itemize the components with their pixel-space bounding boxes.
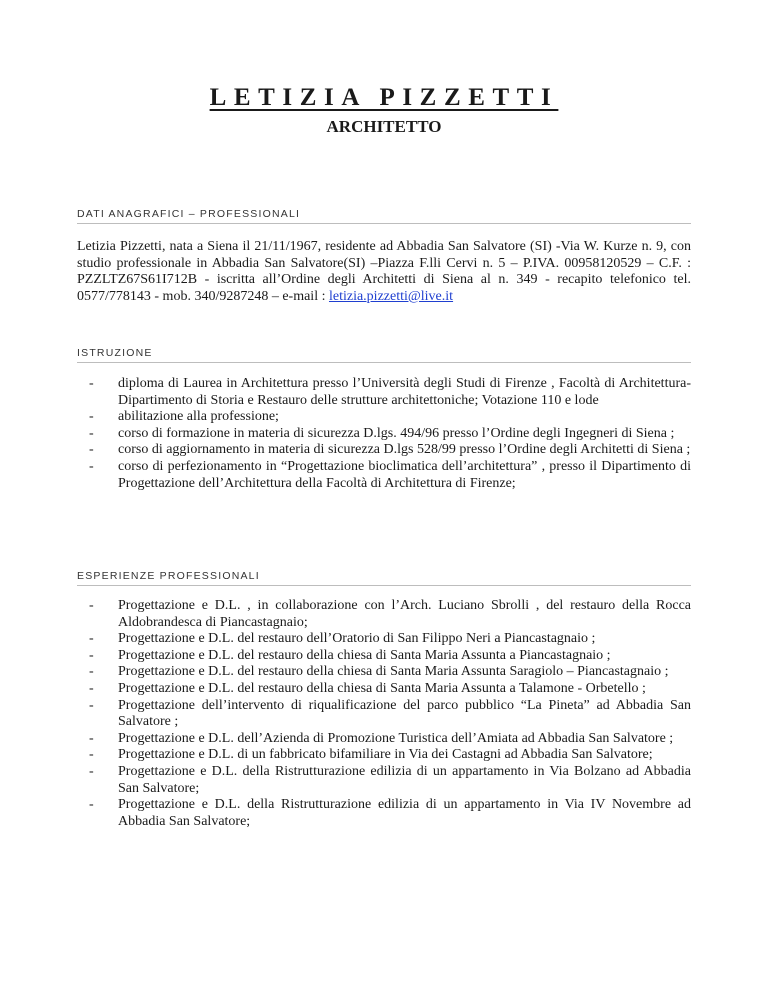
list-item-text: Progettazione e D.L. del restauro dell’Oratorio di San Filippo Neri a Piancastagnaio ;: [118, 631, 596, 647]
list-item-text: corso di aggiornamento in materia di sicurezza D.lgs 528/99 presso l’Ordine degli Architetti di Siena ;: [118, 442, 691, 458]
section-heading-anagrafici: DATI ANAGRAFICI – PROFESSIONALI: [77, 208, 691, 224]
person-name: LETIZIA PIZZETTI: [209, 84, 559, 111]
list-item: [77, 797, 691, 830]
list-item-text: Progettazione e D.L. della Ristrutturazione edilizia di un appartamento in Via Bolzano ad Abbadia San Salvatore;: [118, 763, 691, 796]
list-item-text: corso di formazione in materia di sicurezza D.lgs. 494/96 presso l’Ordine degli Ingegneri di Siena ;: [118, 425, 675, 441]
list-item: [77, 459, 691, 492]
list-item-text: Progettazione e D.L. del restauro della chiesa di Santa Maria Assunta a Talamone - Orbetello ;: [118, 680, 646, 696]
list-item-text: Progettazione e D.L. , in collaborazione con l’Arch. Luciano Sbrolli , del restauro della Rocca Aldobrandesca di Piancastagnaio;: [118, 598, 691, 630]
dash-bullet: -: [89, 730, 94, 746]
list-item: [77, 664, 691, 681]
dash-bullet: -: [89, 647, 94, 663]
list-item: [77, 442, 691, 459]
list-item: [77, 409, 691, 426]
list-item-text: abilitazione alla professione;: [118, 409, 279, 425]
istruzione-list: [77, 376, 691, 492]
esperienze-list: [77, 598, 691, 830]
list-item: [77, 426, 691, 443]
dash-bullet: -: [89, 598, 94, 613]
list-item: [77, 631, 691, 648]
section-heading-istruzione: ISTRUZIONE: [77, 347, 691, 363]
list-item: [77, 376, 691, 409]
anagrafici-text: Letizia Pizzetti, nata a Siena il 21/11/1967, residente ad Abbadia San Salvatore (SI) -Via W. Kurze n. 9, con studio professionale in Abbadia San Salvatore(SI) –Piazza F.lli Cervi n. 5 – P.IVA. 00958120529 – C.F. : PZZLTZ67S61I712B - iscritta all’Ordine degli Architetti di Siena al n. 349 - recapito telefonico tel. 0577/778143 - mob. 340/9287248 – e-mail :: [77, 239, 691, 304]
list-item-text: Progettazione e D.L. di un fabbricato bifamiliare in Via dei Castagni ad Abbadia San Salvatore;: [118, 747, 653, 763]
list-item-text: Progettazione e D.L. della Ristrutturazione edilizia di un appartamento in Via IV Novembre ad Abbadia San Salvatore;: [118, 797, 691, 829]
list-item-text: corso di perfezionamento in “Progettazione bioclimatica dell’architettura” , presso il Dipartimento di Progettazione dell’Architettura della Facoltà di Architettura di Firenze;: [118, 458, 691, 491]
list-item: [77, 598, 691, 631]
list-item: [77, 698, 691, 731]
dash-bullet: -: [89, 664, 94, 680]
dash-bullet: -: [89, 747, 94, 763]
list-item: [77, 681, 691, 698]
list-item: [77, 764, 691, 797]
list-item: [77, 648, 691, 665]
anagrafici-paragraph: [77, 239, 691, 305]
dash-bullet: -: [89, 376, 94, 391]
email-link[interactable]: letizia.pizzetti@live.it: [328, 288, 454, 304]
dash-bullet: -: [89, 442, 94, 458]
list-item: [77, 747, 691, 764]
dash-bullet: -: [89, 763, 94, 779]
list-item-text: Progettazione e D.L. del restauro della chiesa di Santa Maria Assunta Saragiolo – Piancastagnaio ;: [118, 664, 669, 680]
list-item-text: Progettazione e D.L. dell’Azienda di Promozione Turistica dell’Amiata ad Abbadia San Salvatore ;: [118, 730, 674, 746]
list-item-text: diploma di Laurea in Architettura presso l’Università degli Studi di Firenze , Facoltà di Architettura- Dipartimento di Storia e Restauro delle strutture architettoniche; Votazione 110 e lode: [118, 376, 691, 408]
dash-bullet: -: [89, 797, 94, 813]
list-item-text: Progettazione dell’intervento di riqualificazione del parco pubblico “La Pineta” ad Abbadia San Salvatore ;: [118, 697, 691, 730]
dash-bullet: -: [89, 697, 94, 713]
dash-bullet: -: [89, 425, 94, 441]
list-item: [77, 731, 691, 748]
dash-bullet: -: [89, 680, 94, 696]
section-heading-esperienze: ESPERIENZE PROFESSIONALI: [77, 570, 691, 586]
list-item-text: Progettazione e D.L. del restauro della chiesa di Santa Maria Assunta a Piancastagnaio ;: [118, 647, 611, 663]
dash-bullet: -: [89, 458, 94, 474]
dash-bullet: -: [89, 631, 94, 647]
dash-bullet: -: [89, 409, 94, 425]
person-role: ARCHITETTO: [326, 117, 442, 136]
